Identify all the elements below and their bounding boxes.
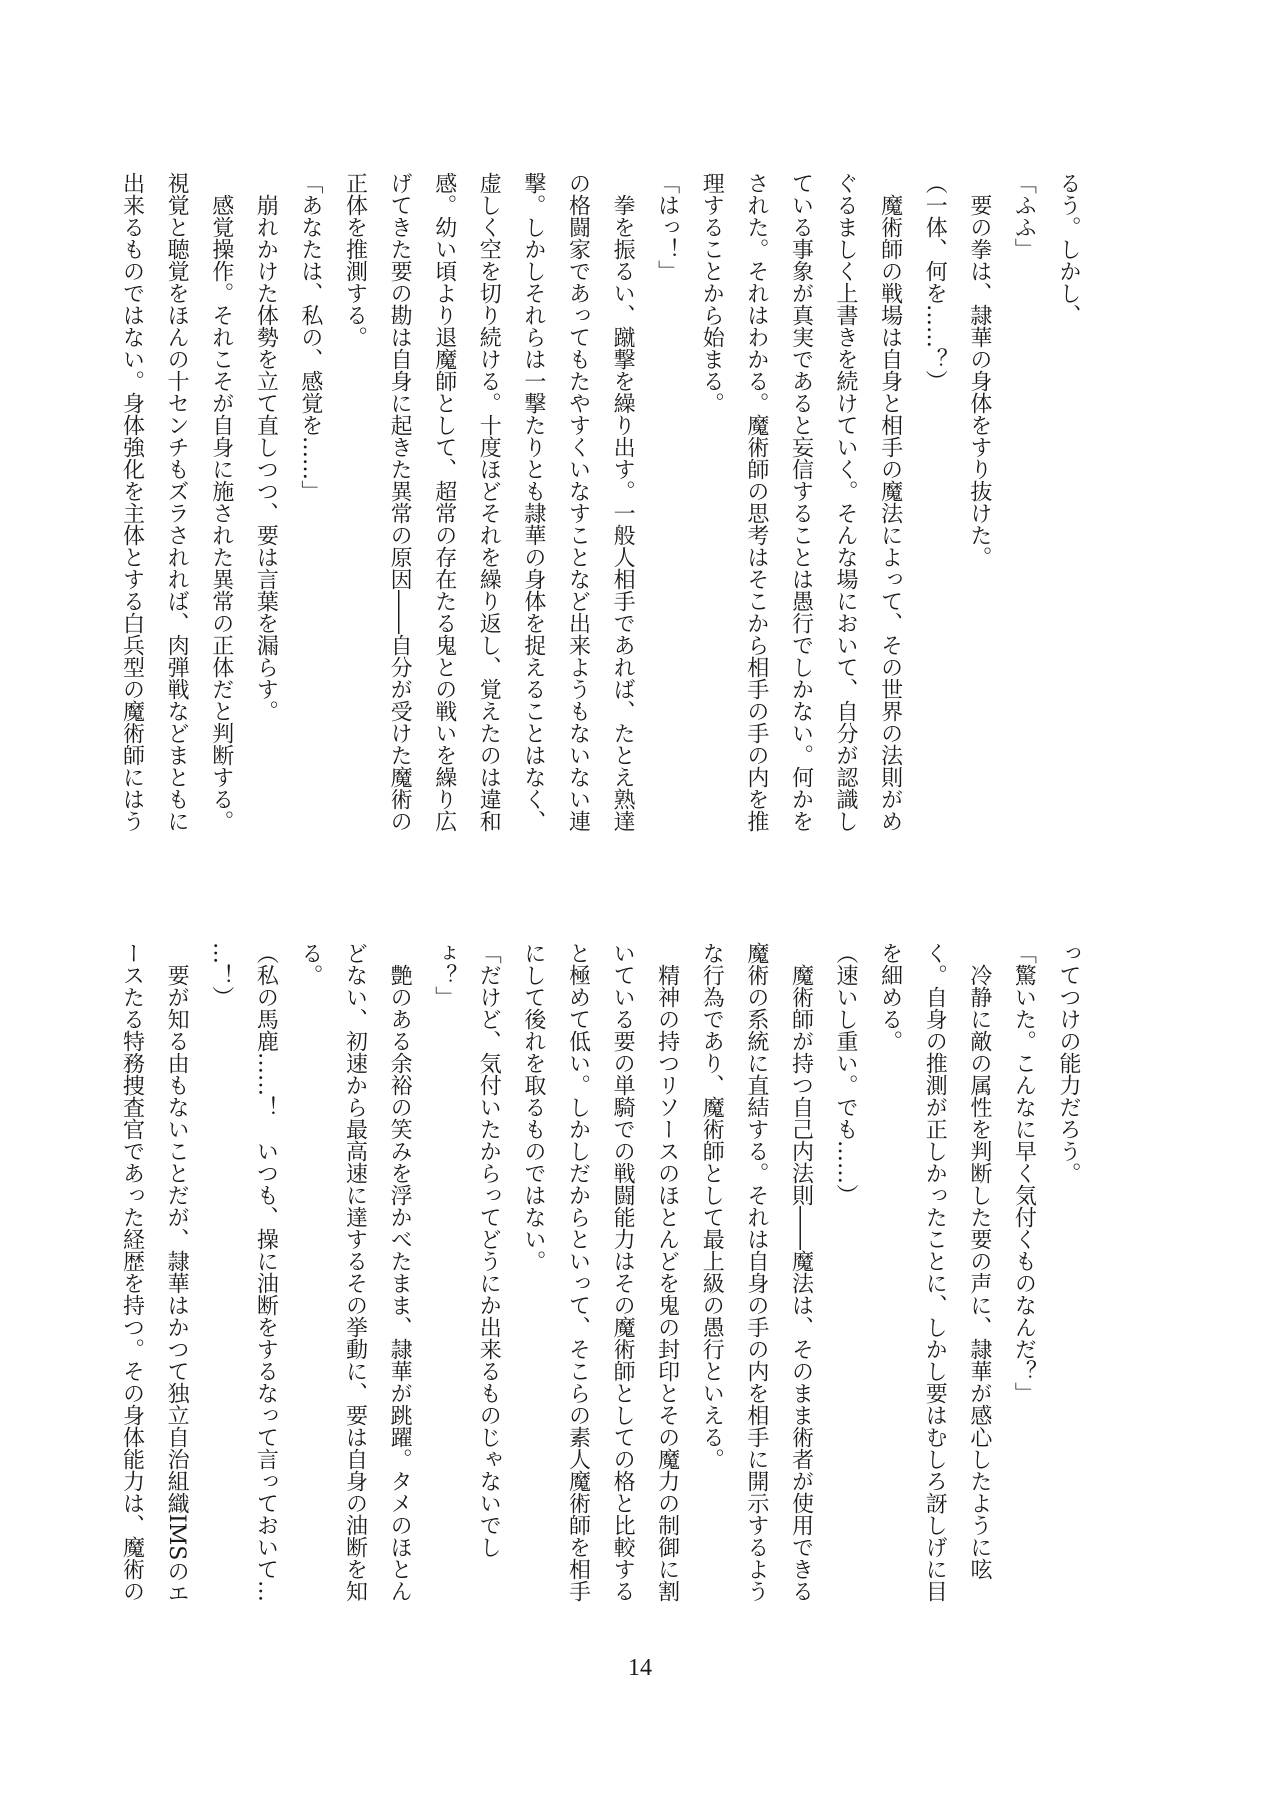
text-line: …！） [208,942,234,1008]
text-line: どない、初速から最高速に達するその挙動に、要は自身の油断を知 [342,942,368,1602]
text-line: ている事象が真実であると妄信することは愚行でしかない。何かを [788,172,814,832]
text-line: 「驚いた。こんなに早く気付くものなんだ？」 [1011,942,1037,1404]
text-line: 精神の持つリソースのほとんどを鬼の封印とその魔力の制御に割 [654,942,680,1602]
text-line: 「だけど、気付いたからってどうにか出来るものじゃないでし [476,942,502,1558]
text-line: （速いし重い。でも……） [833,942,859,1206]
text-line: 出来るものではない。身体強化を主体とする白兵型の魔術師にはう [119,172,145,832]
text-line: 艶のある余裕の笑みを浮かべたまま、隷華が跳躍。タメのほとん [387,942,413,1602]
text-line: 冷静に敵の属性を判断した要の声に、隷華が感心したように呟 [966,942,992,1580]
text-line: にして後れを取るものではない。 [520,942,546,1272]
text-line: 崩れかけた体勢を立て直しつつ、要は言葉を漏らす。 [253,172,279,722]
text-line: を細める。 [877,942,903,1052]
text-line: された。それはわかる。魔術師の思考はそこから相手の手の内を推 [743,172,769,832]
text-line: 虚しく空を切り続ける。十度ほどそれを繰り返し、覚えたのは違和 [476,172,502,832]
text-line: 撃。しかしそれらは一撃たりとも隷華の身体を捉えることはなく、 [520,172,546,832]
text-line: 「ふふ」 [1011,172,1037,260]
text-line: 視覚と聴覚をほんの十センチもズラされれば、肉弾戦などまともに [164,172,190,832]
text-line: と極めて低い。しかしだからといって、そこらの素人魔術師を相手 [565,942,591,1602]
text-line: 感。幼い頃より退魔師として、超常の存在たる鬼との戦いを繰り広 [431,172,457,832]
text-block-top [119,172,1090,852]
text-line: 「あなたは、私の、感覚を……」 [297,172,323,502]
text-line: 正体を推測する。 [342,172,368,348]
text-line: 拳を振るい、蹴撃を繰り出す。一般人相手であれば、たとえ熟達 [610,172,636,832]
text-line: 要の拳は、隷華の身体をすり抜けた。 [966,172,992,568]
text-line: いている要の単騎での戦闘能力はその魔術師としての格と比較する [610,942,636,1602]
text-line: るう。しかし、 [1056,172,1081,326]
text-line: 魔術師の戦場は自身と相手の魔法によって、その世界の法則がめ [877,172,903,832]
text-line: 理することから始まる。 [699,172,725,414]
text-line: 「はっ！」 [654,172,680,282]
text-line: ースたる特務捜査官であった経歴を持つ。その身体能力は、魔術の [119,942,145,1602]
text-line: ょ？」 [431,942,457,1008]
text-line: ぐるましく上書きを続けていく。そんな場において、自分が認識し [833,172,859,832]
text-line: の格闘家であってもたやすくいなすことなど出来ようもないない連 [565,172,591,832]
text-block-bottom [119,942,1090,1622]
text-line: （私の馬鹿……！ いつも、操に油断をするなって言っておいて… [253,942,279,1602]
page-number: 14 [628,1655,652,1681]
text-line: 要が知る由もないことだが、隷華はかつて独立自治組織IMSのエ [164,942,190,1605]
text-line: （一体、何を……？） [922,172,948,392]
text-line: る。 [297,942,323,986]
text-line: 感覚操作。それこそが自身に施された異常の正体だと判断する。 [208,172,234,832]
text-line: ってつけの能力だろう。 [1056,942,1081,1184]
text-line: 魔術の系統に直結する。それは自身の手の内を相手に開示するよう [743,942,769,1602]
text-line: 魔術師が持つ自己内法則――魔法は、そのまま術者が使用できる [788,942,814,1602]
text-line: げてきた要の勘は自身に起きた異常の原因――自分が受けた魔術の [387,172,413,832]
text-line: な行為であり、魔術師として最上級の愚行といえる。 [699,942,725,1470]
text-line: く。自身の推測が正しかったことに、しかし要はむしろ訝しげに目 [922,942,948,1602]
